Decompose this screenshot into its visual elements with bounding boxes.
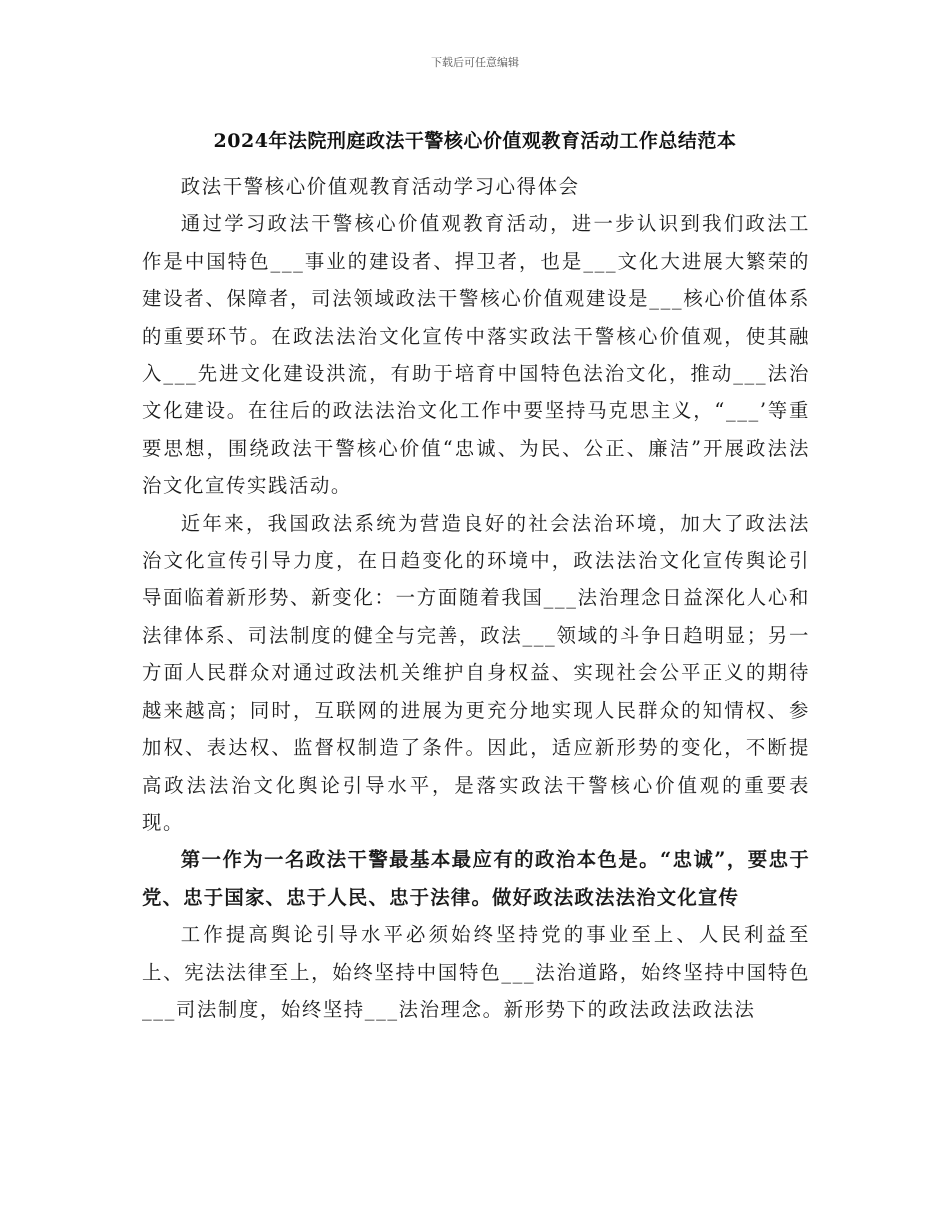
document-body [142,168,810,1028]
paragraph: 近年来，我国政法系统为营造良好的社会法治环境，加大了政法法治文化宣传引导力度，在日趋变化的环境中，政法法治文化宣传舆论引导面临着新形势、新变化：一方面随着我国___法治理念日益深化人心和法律体系、司法制度的健全与完善，政法___领域的斗争日趋明显；另一方面人民群众对通过政法机关维护自身权益、实现社会公平正义的期待越来越高；同时，互联网的进展为更充分地实现人民群众的知情权、参加权、表达权、监督权制造了条件。因此，适应新形势的变化，不断提高政法法治文化舆论引导水平，是落实政法干警核心价值观的重要表现。 [142,511,810,834]
page-header-note: 下载后可任意编辑 [431,56,519,69]
document-subtitle: 政法干警核心价值观教育活动学习心得体会 [180,175,580,198]
paragraph: 工作提高舆论引导水平必须始终坚持党的事业至上、人民利益至上、宪法法律至上，始终坚持中国特色___法治道路，始终坚持中国特色___司法制度，始终坚持___法治理念。新形势下的政法政法政法法 [142,923,810,1021]
bold-heading-paragraph: 第一作为一名政法干警最基本最应有的政治本色是。“忠诚”，要忠于党、忠于国家、忠于人民、忠于法律。做好政法政法法治文化宣传 [142,848,810,909]
document-title: 2024年法院刑庭政法干警核心价值观教育活动工作总结范本 [213,130,737,152]
paragraph: 通过学习政法干警核心价值观教育活动，进一步认识到我们政法工作是中国特色___事业的建设者、捍卫者，也是___文化大进展大繁荣的建设者、保障者，司法领域政法干警核心价值观建设是___核心价值体系的重要环节。在政法法治文化宣传中落实政法干警核心价值观，使其融入___先进文化建设洪流，有助于培育中国特色法治文化，推动___法治文化建设。在往后的政法法治文化工作中要坚持马克思主义，“___’等重要思想，围绕政法干警核心价值“忠诚、为民、公正、廉洁”开展政法法治文化宣传实践活动。 [142,212,810,498]
